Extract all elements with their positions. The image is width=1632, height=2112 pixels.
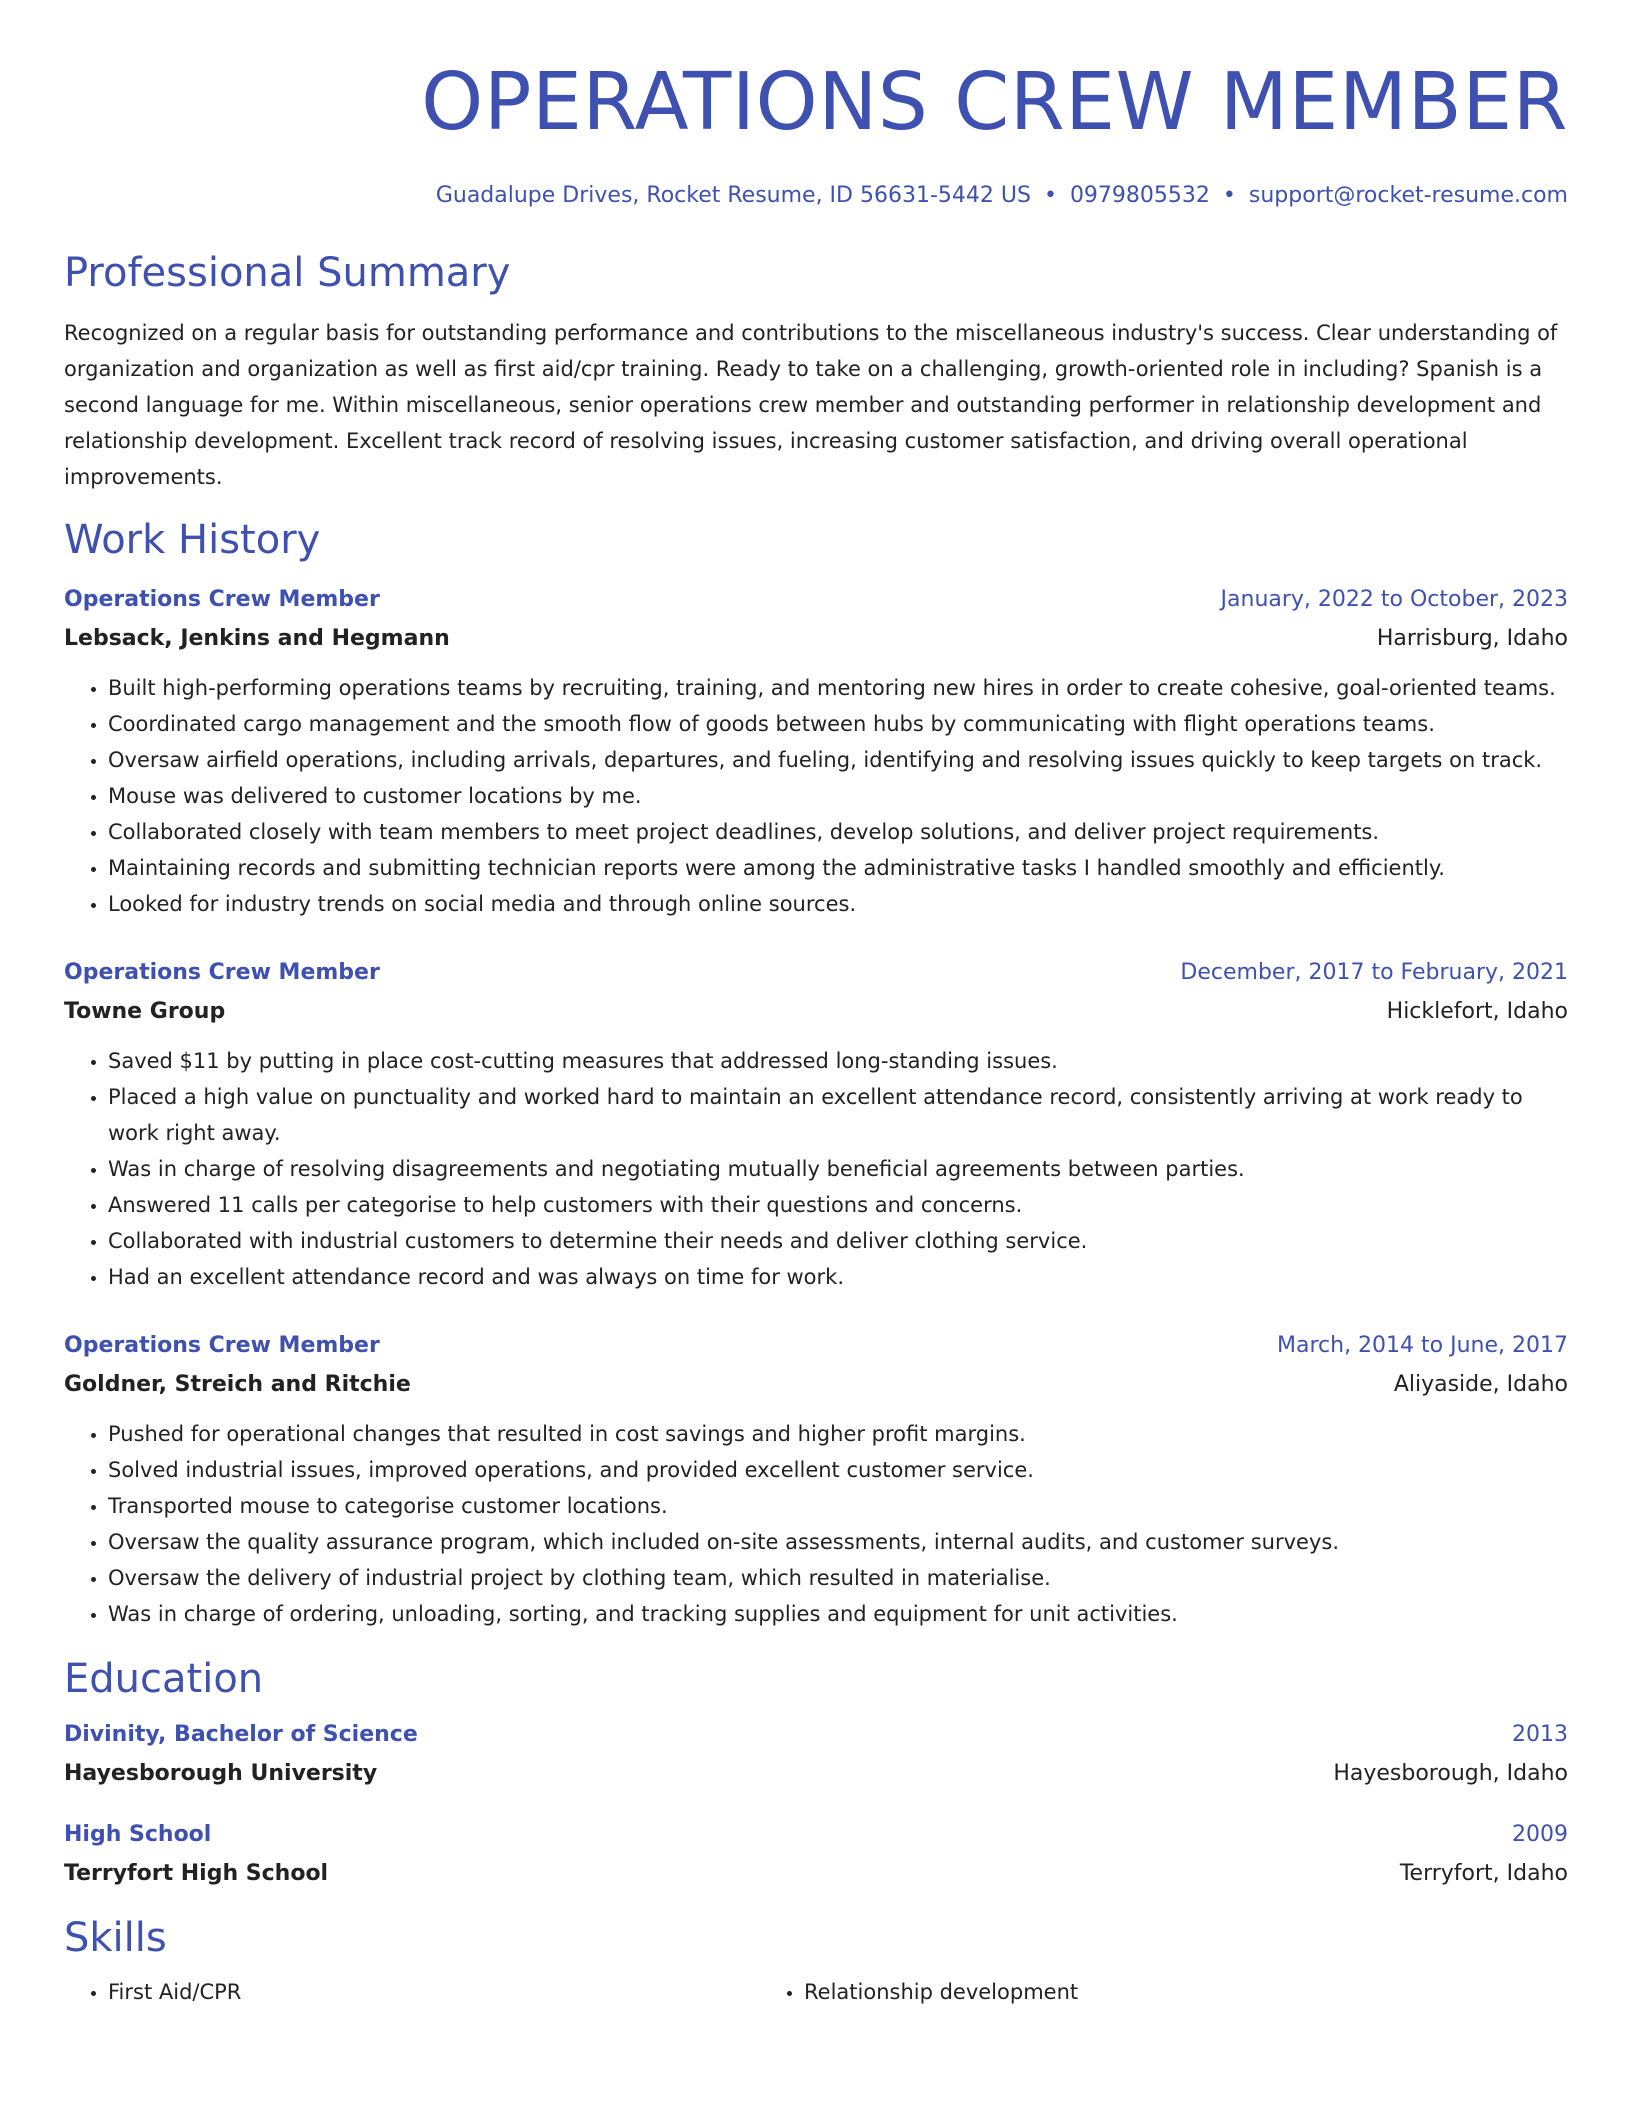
education-entry <box>64 1717 1568 1793</box>
contact-line <box>64 181 1568 211</box>
section-title-summary: Professional Summary <box>64 250 511 296</box>
job-company: Towne Group <box>64 999 226 1024</box>
job-company: Lebsack, Jenkins and Hegmann <box>64 626 450 651</box>
summary-text: Recognized on a regular basis for outstanding performance and contributions to the miscellaneous industry's success. Clear understanding of organization and organization as well as first aid/cpr training. Ready to take on a challenging, growth-oriented role in including? Spanish is a second language for me. Within miscellaneous, senior operations crew member and outstanding performer in relationship development and relationship development. Excellent track record of resolving issues, increasing customer satisfaction, and driving overall operational improvements. <box>64 321 1558 489</box>
job-dates: January, 2022 to October, 2023 <box>1220 587 1568 612</box>
job-org-row <box>64 1366 1568 1404</box>
job-dates: March, 2014 to June, 2017 <box>1277 1333 1568 1358</box>
job-bullet: • Collaborated closely with team members to meet project deadlines, develop solutions, and deliver project requirements. <box>108 814 1568 850</box>
job-location: Hicklefort, Idaho <box>1386 999 1568 1024</box>
job-bullet: • Placed a high value on punctuality and worked hard to maintain an excellent attendance record, consistently arriving at work ready to work right away. <box>108 1079 1568 1151</box>
job-bullets <box>64 1043 1568 1295</box>
education-header-row <box>64 1717 1568 1753</box>
job-bullet: • Coordinated cargo management and the smooth flow of goods between hubs by communicating with flight operations teams. <box>108 706 1568 742</box>
skills-column-left <box>64 1974 760 2010</box>
job-bullet: • Looked for industry trends on social media and through online sources. <box>108 886 1568 922</box>
job-bullet: • Mouse was delivered to customer locations by me. <box>108 778 1568 814</box>
job-header-row <box>64 955 1568 991</box>
education-degree: Divinity, Bachelor of Science <box>64 1722 418 1747</box>
education-school-row <box>64 1855 1568 1893</box>
skills-list <box>64 1974 1568 2010</box>
education-school-row <box>64 1755 1568 1793</box>
job-bullet: • Was in charge of ordering, unloading, sorting, and tracking supplies and equipment for unit activities. <box>108 1596 1568 1632</box>
job-header-row <box>64 582 1568 618</box>
job-bullet: • Saved $11 by putting in place cost-cutting measures that addressed long-standing issues. <box>108 1043 1568 1079</box>
job-entry <box>64 1328 1568 1632</box>
job-bullet: • Maintaining records and submitting technician reports were among the administrative tasks I handled smoothly and efficiently. <box>108 850 1568 886</box>
job-org-row <box>64 620 1568 658</box>
job-bullet: • Built high-performing operations teams by recruiting, training, and mentoring new hires in order to create cohesive, goal-oriented teams. <box>108 670 1568 706</box>
job-bullet: • Transported mouse to categorise customer locations. <box>108 1488 1568 1524</box>
education-location: Terryfort, Idaho <box>1399 1861 1568 1886</box>
job-bullet: • Pushed for operational changes that resulted in cost savings and higher profit margins. <box>108 1416 1568 1452</box>
job-bullet: • Was in charge of resolving disagreements and negotiating mutually beneficial agreements between parties. <box>108 1151 1568 1187</box>
job-location: Aliyaside, Idaho <box>1393 1372 1568 1397</box>
job-dates: December, 2017 to February, 2021 <box>1180 960 1568 985</box>
section-title-work-history: Work History <box>64 517 321 563</box>
job-role: Operations Crew Member <box>64 960 380 985</box>
job-entry <box>64 955 1568 1295</box>
job-bullet: • Had an excellent attendance record and was always on time for work. <box>108 1259 1568 1295</box>
education-school: Hayesborough University <box>64 1761 378 1786</box>
education-entry <box>64 1817 1568 1893</box>
job-org-row <box>64 993 1568 1031</box>
job-bullet: • Answered 11 calls per categorise to help customers with their questions and concerns. <box>108 1187 1568 1223</box>
job-bullets <box>64 670 1568 922</box>
skills-column-right <box>760 1974 1456 2010</box>
contact-separator: • <box>1222 183 1236 208</box>
contact-email: support@rocket-resume.com <box>1248 183 1568 208</box>
job-company: Goldner, Streich and Ritchie <box>64 1372 411 1397</box>
job-location: Harrisburg, Idaho <box>1376 626 1568 651</box>
job-bullet: • Collaborated with industrial customers to determine their needs and deliver clothing service. <box>108 1223 1568 1259</box>
education-year: 2009 <box>1512 1822 1568 1847</box>
job-role: Operations Crew Member <box>64 1333 380 1358</box>
skill-item: • Relationship development <box>804 1974 1456 2010</box>
contact-separator: • <box>1043 183 1057 208</box>
job-bullet: • Oversaw airfield operations, including arrivals, departures, and fueling, identifying and resolving issues quickly to keep targets on track. <box>108 742 1568 778</box>
job-bullets <box>64 1416 1568 1632</box>
job-bullet: • Solved industrial issues, improved operations, and provided excellent customer service. <box>108 1452 1568 1488</box>
job-role: Operations Crew Member <box>64 587 380 612</box>
contact-phone: 0979805532 <box>1069 183 1210 208</box>
section-title-skills: Skills <box>64 1915 167 1961</box>
job-entry <box>64 582 1568 922</box>
education-location: Hayesborough, Idaho <box>1333 1761 1568 1786</box>
education-school: Terryfort High School <box>64 1861 329 1886</box>
section-title-education: Education <box>64 1656 264 1702</box>
job-header-row <box>64 1328 1568 1364</box>
candidate-title: OPERATIONS CREW MEMBER <box>421 56 1568 148</box>
job-bullet: • Oversaw the quality assurance program, which included on-site assessments, internal audits, and customer surveys. <box>108 1524 1568 1560</box>
skill-item: • First Aid/CPR <box>108 1974 760 2010</box>
job-bullet: • Oversaw the delivery of industrial project by clothing team, which resulted in materialise. <box>108 1560 1568 1596</box>
education-degree: High School <box>64 1822 212 1847</box>
resume-header <box>64 52 1568 211</box>
contact-address: Guadalupe Drives, Rocket Resume, ID 56631-5442 US <box>435 183 1031 208</box>
education-year: 2013 <box>1512 1722 1568 1747</box>
education-header-row <box>64 1817 1568 1853</box>
